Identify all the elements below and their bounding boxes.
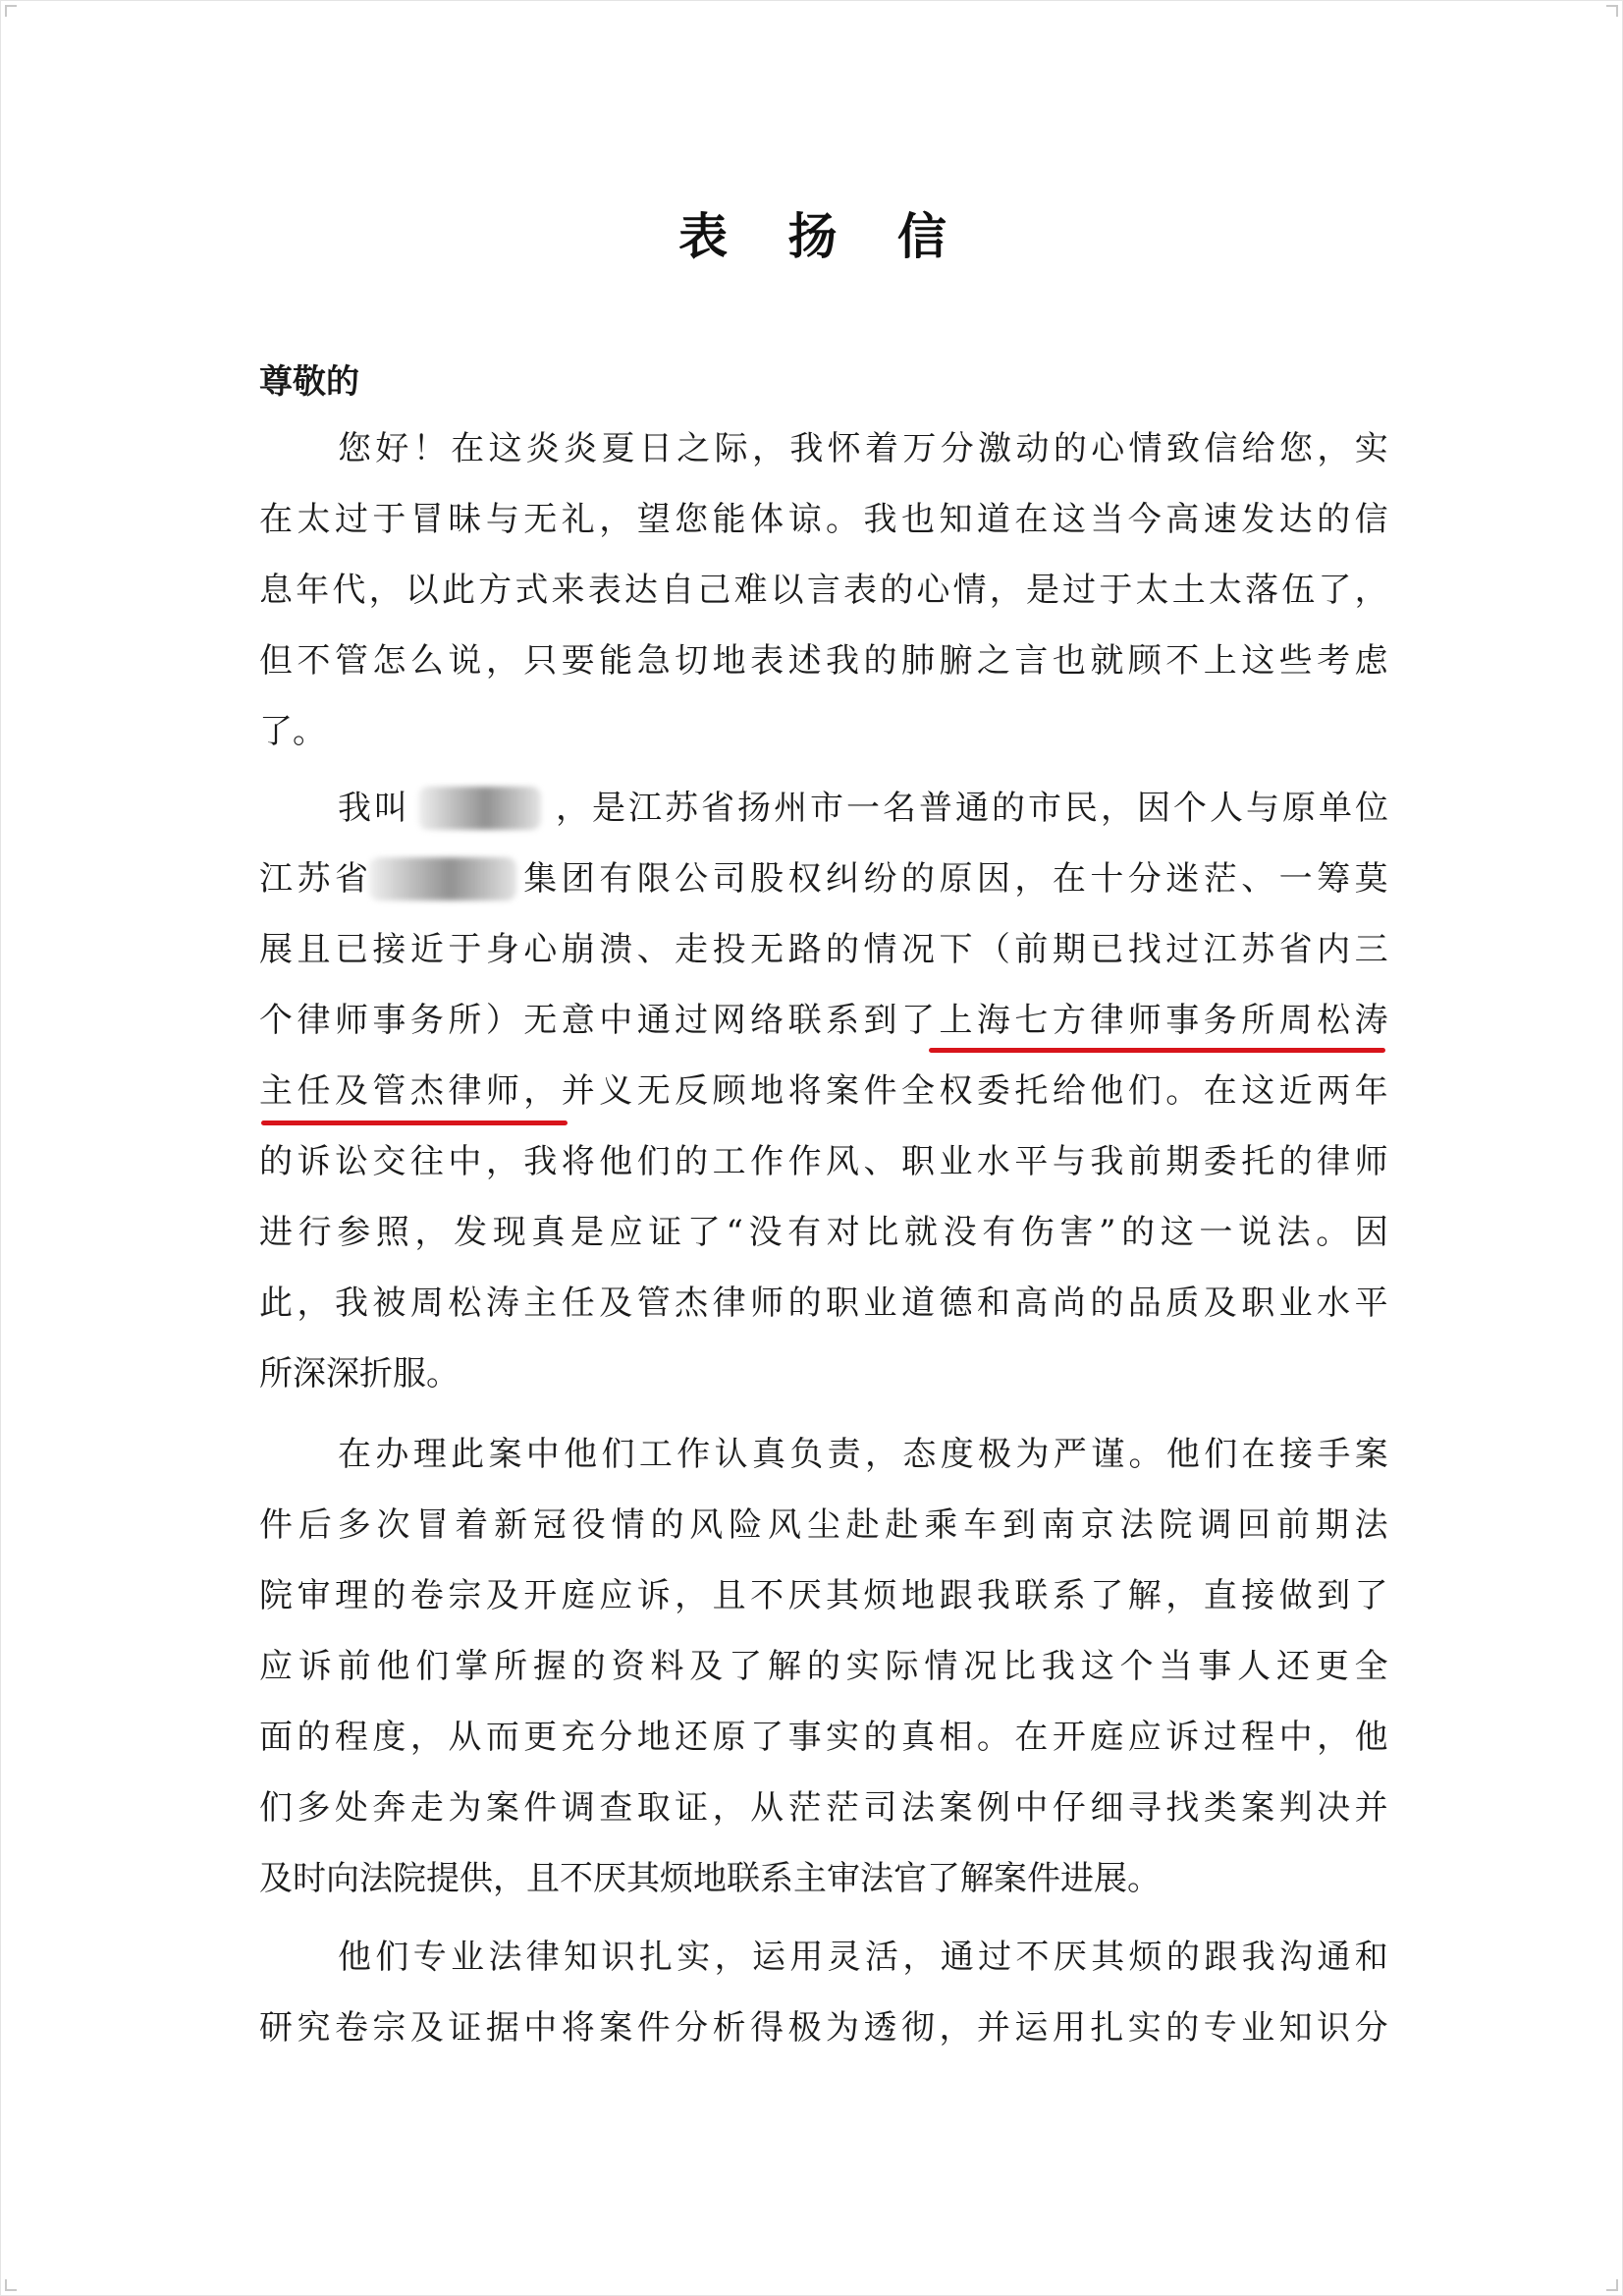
red-underline	[261, 1121, 568, 1125]
paragraph-line: 件 后 多 次 冒 着 新 冠 役 情 的 风 险 风 尘 赴 赴 乘 车 到 南 京 法 院 调 回 前 期 法	[259, 1505, 1388, 1545]
paragraph-line: 但 不 管 怎 么 说 ， 只 要 能 急 切 地 表 述 我 的 肺 腑 之 言 也 就 顾 不 上 这 些 考 虑	[259, 641, 1388, 681]
paragraph-line: 您 好 ！ 在 这 炎 炎 夏 日 之 际 ， 我 怀 着 万 分 激 动 的 心 情 致 信 给 您 ， 实	[338, 429, 1388, 468]
page-corner-mark	[5, 5, 17, 17]
paragraph-line: 此 ， 我 被 周 松 涛 主 任 及 管 杰 律 师 的 职 业 道 德 和 高 尚 的 品 质 及 职 业 水 平	[259, 1284, 1388, 1323]
paragraph-line: 应 诉 前 他 们 掌 所 握 的 资 料 及 了 解 的 实 际 情 况 比 我 这 个 当 事 人 还 更 全	[259, 1647, 1388, 1686]
red-underline	[929, 1048, 1385, 1053]
paragraph-line: 所深深折服。	[259, 1354, 460, 1394]
paragraph-line: 息 年 代 ， 以 此 方 式 来 表 达 自 己 难 以 言 表 的 心 情 ， 是 过 于 太 土 太 落 伍 了 ，	[259, 571, 1388, 610]
paragraph-line: 的 诉 讼 交 往 中 ， 我 将 他 们 的 工 作 作 风 、 职 业 水 平 与 我 前 期 委 托 的 律 师	[259, 1142, 1388, 1181]
page-corner-mark	[5, 2279, 17, 2291]
paragraph-line: 我 叫 ， 是 江 苏 省 扬 州 市 一 名 普 通 的 市 民 ， 因 个 人 与 原 单 位	[338, 789, 1388, 828]
paragraph-line: 了。	[259, 712, 326, 751]
paragraph-line: 们 多 处 奔 走 为 案 件 调 查 取 证 ， 从 茫 茫 司 法 案 例 中 仔 细 寻 找 类 案 判 决 并	[259, 1788, 1388, 1828]
redaction-blur	[369, 857, 516, 901]
page-corner-mark	[1606, 2279, 1618, 2291]
paragraph-line: 院 审 理 的 卷 宗 及 开 庭 应 诉 ， 且 不 厌 其 烦 地 跟 我 联 系 了 解 ， 直 接 做 到 了	[259, 1576, 1388, 1615]
paragraph-line: 个 律 师 事 务 所 ） 无 意 中 通 过 网 络 联 系 到 了 上 海 七 方 律 师 事 务 所 周 松 涛	[259, 1001, 1388, 1040]
paragraph-line: 进 行 参 照 ， 发 现 真 是 应 证 了 “ 没 有 对 比 就 没 有 伤 害 ” 的 这 一 说 法 。 因	[259, 1213, 1388, 1252]
paragraph-line: 主 任 及 管 杰 律 师 ， 并 义 无 反 顾 地 将 案 件 全 权 委 托 给 他 们 。 在 这 近 两 年	[259, 1071, 1388, 1111]
page-corner-mark	[1606, 5, 1618, 17]
paragraph-line: 在 办 理 此 案 中 他 们 工 作 认 真 负 责 ， 态 度 极 为 严 谨 。 他 们 在 接 手 案	[338, 1435, 1388, 1474]
paragraph-line: 展 且 已 接 近 于 身 心 崩 溃 、 走 投 无 路 的 情 况 下 （ 前 期 已 找 过 江 苏 省 内 三	[259, 930, 1388, 969]
paragraph-line: 及时向法院提供，且不厌其烦地联系主审法官了解案件进展。	[259, 1859, 1161, 1898]
salutation: 尊敬的	[259, 362, 359, 402]
paragraph-line: 他 们 专 业 法 律 知 识 扎 实 ， 运 用 灵 活 ， 通 过 不 厌 其 烦 的 跟 我 沟 通 和	[338, 1938, 1388, 1977]
paragraph-line: 江 苏 省 集 团 有 限 公 司 股 权 纠 纷 的 原 因 ， 在 十 分 迷 茫 、 一 筹 莫	[259, 859, 1388, 899]
paragraph-line: 面 的 程 度 ， 从 而 更 充 分 地 还 原 了 事 实 的 真 相 。 在 开 庭 应 诉 过 程 中 ， 他	[259, 1718, 1388, 1757]
paragraph-line: 研 究 卷 宗 及 证 据 中 将 案 件 分 析 得 极 为 透 彻 ， 并 运 用 扎 实 的 专 业 知 识 分	[259, 2008, 1388, 2048]
letter-title: 表 扬 信	[678, 208, 968, 265]
paragraph-line: 在 太 过 于 冒 昧 与 无 礼 ， 望 您 能 体 谅 。 我 也 知 道 在 这 当 今 高 速 发 达 的 信	[259, 500, 1388, 539]
redaction-blur	[418, 787, 541, 830]
